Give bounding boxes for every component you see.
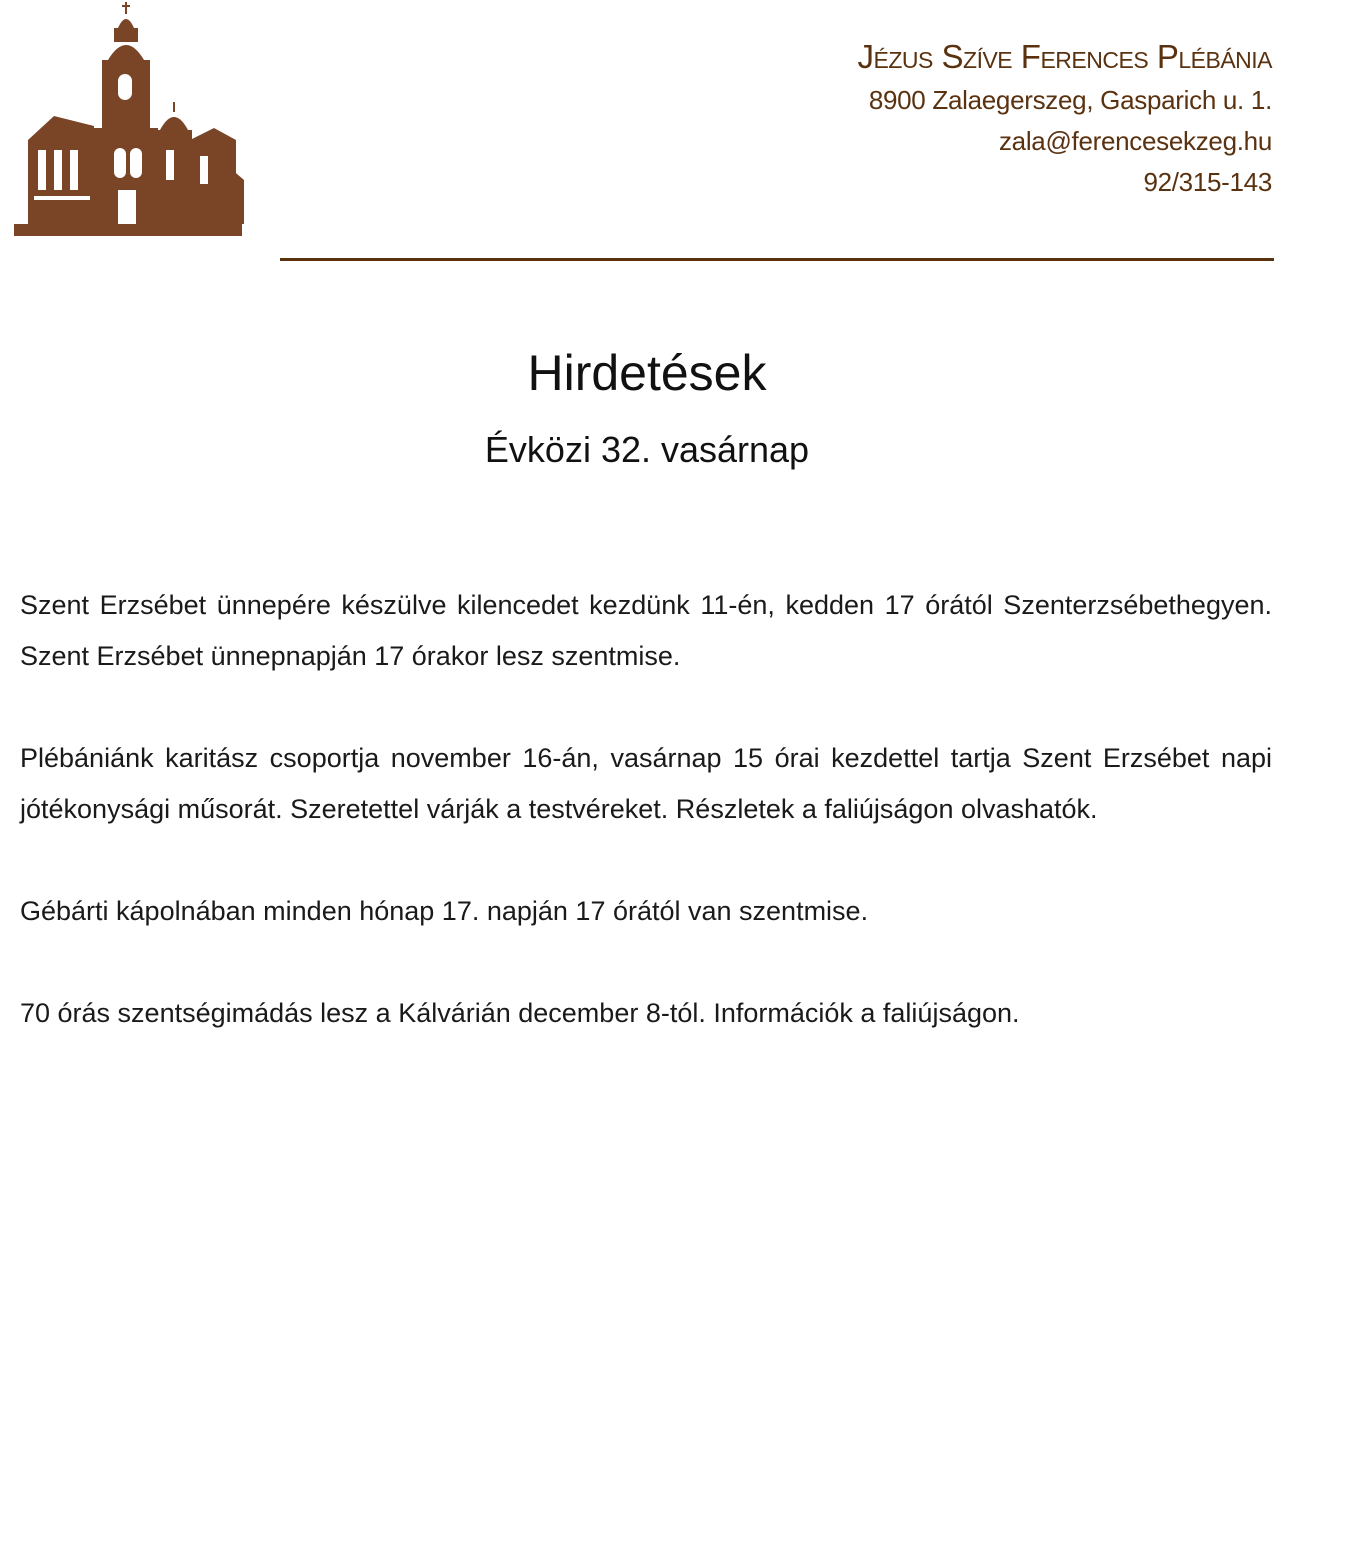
announcement-paragraph: Gébárti kápolnában minden hónap 17. napján 17 órától van szentmise. <box>20 896 869 926</box>
church-building-icon <box>14 0 244 240</box>
header-divider <box>280 258 1274 261</box>
page-subtitle: Évközi 32. vasárnap <box>484 429 810 470</box>
phone-number: 92/315-143 <box>1143 167 1272 197</box>
organization-name: Jézus Szíve Ferences Plébánia <box>857 38 1272 75</box>
announcements-body <box>20 580 1272 1090</box>
address: 8900 Zalaegerszeg, Gasparich u. 1. <box>868 85 1272 115</box>
parish-header <box>858 34 1273 203</box>
announcement-paragraph: 70 órás szentségimádás lesz a Kálvárián december 8-tól. Információk a faliújságon. <box>20 998 1020 1028</box>
church-logo <box>14 0 244 240</box>
page-title: Hirdetések <box>527 345 767 401</box>
announcement-paragraph: Plébániánk karitász csoportja november 16-án, vasárnap 15 órai kezdettel tartja Szent Erzsébet napi jótékonysági műsorát. Szeretettel várják a testvéreket. Részletek a faliújságon olvashatók. <box>20 743 1272 824</box>
announcement-paragraph: Szent Erzsébet ünnepére készülve kilencedet kezdünk 11-én, kedden 17 órától Szenterzsébethegyen. Szent Erzsébet ünnepnapján 17 órakor lesz szentmise. <box>20 590 1272 671</box>
email-address: zala@ferencesekzeg.hu <box>998 126 1272 156</box>
